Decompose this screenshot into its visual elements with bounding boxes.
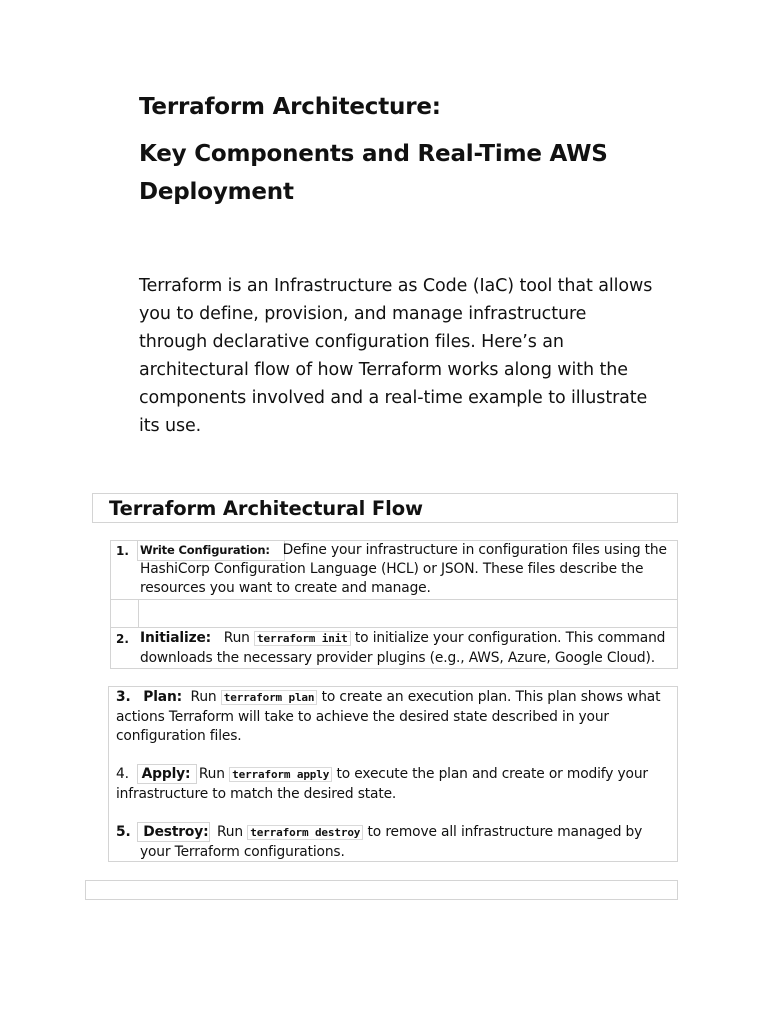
step-3-line-2: actions Terraform will take to achieve the desired state described in your xyxy=(116,709,609,725)
step-2-line-2: downloads the necessary provider plugins (e.g., AWS, Azure, Google Cloud). xyxy=(140,650,655,666)
step-2-run: Run xyxy=(223,630,250,646)
step-5-label: Destroy: xyxy=(143,824,209,840)
empty-row-box xyxy=(85,880,678,900)
step-3-command: terraform plan xyxy=(221,690,318,705)
step-3-number: 3. xyxy=(116,689,131,705)
step-4-command: terraform apply xyxy=(229,767,332,782)
intro-line: you to define, provision, and manage infrastructure xyxy=(139,304,587,324)
step-2-line-1 xyxy=(140,629,665,648)
step-1-text: Define your infrastructure in configuration files using the xyxy=(282,542,667,558)
intro-line: Terraform is an Infrastructure as Code (IaC) tool that allows xyxy=(139,276,653,296)
step-2-command: terraform init xyxy=(254,631,351,646)
step-2-label: Initialize: xyxy=(140,630,212,646)
step-3-text: to create an execution plan. This plan shows what xyxy=(321,689,661,705)
step-3-line-1 xyxy=(116,688,660,707)
row-divider xyxy=(110,627,678,628)
intro-line: architectural flow of how Terraform works along with the xyxy=(139,360,628,380)
column-divider xyxy=(138,600,139,627)
step-5-text: to remove all infrastructure managed by xyxy=(367,824,643,840)
step-5-command: terraform destroy xyxy=(247,825,363,840)
step-1-line-3: resources you want to create and manage. xyxy=(140,580,431,596)
step-4-number: 4. xyxy=(116,766,129,782)
step-3-run: Run xyxy=(190,689,217,705)
step-1-line-2: HashiCorp Configuration Language (HCL) or JSON. These files describe the xyxy=(140,561,644,577)
step-1-line-1 xyxy=(140,541,667,560)
intro-line: through declarative configuration files. Here’s an xyxy=(139,332,564,352)
row-divider xyxy=(110,599,678,600)
step-4-text: to execute the plan and create or modify your xyxy=(336,766,648,782)
title-line-1: Terraform Architecture: xyxy=(139,94,441,120)
step-4-run: Run xyxy=(198,766,225,782)
intro-line: components involved and a real-time example to illustrate xyxy=(139,388,648,408)
step-2-number: 2. xyxy=(116,632,129,646)
flow-heading: Terraform Architectural Flow xyxy=(109,497,423,520)
title-line-3: Deployment xyxy=(139,179,294,205)
intro-paragraph xyxy=(139,272,699,440)
step-5-line-2: your Terraform configurations. xyxy=(140,844,345,860)
step-5-number: 5. xyxy=(116,824,131,840)
step-1-number: 1. xyxy=(116,544,129,558)
title-line-2: Key Components and Real-Time AWS xyxy=(139,141,608,167)
step-5-line-1 xyxy=(116,823,642,842)
step-4-line-2: infrastructure to match the desired state. xyxy=(116,786,397,802)
step-2-text: to initialize your configuration. This command xyxy=(354,630,666,646)
step-4-label: Apply: xyxy=(141,766,191,782)
step-5-run: Run xyxy=(216,824,243,840)
step-3-label: Plan: xyxy=(143,689,183,705)
step-4-line-1 xyxy=(116,765,648,784)
intro-line: its use. xyxy=(139,416,202,436)
step-1-label: Write Configuration: xyxy=(140,543,270,557)
step-3-line-3: configuration files. xyxy=(116,728,242,744)
